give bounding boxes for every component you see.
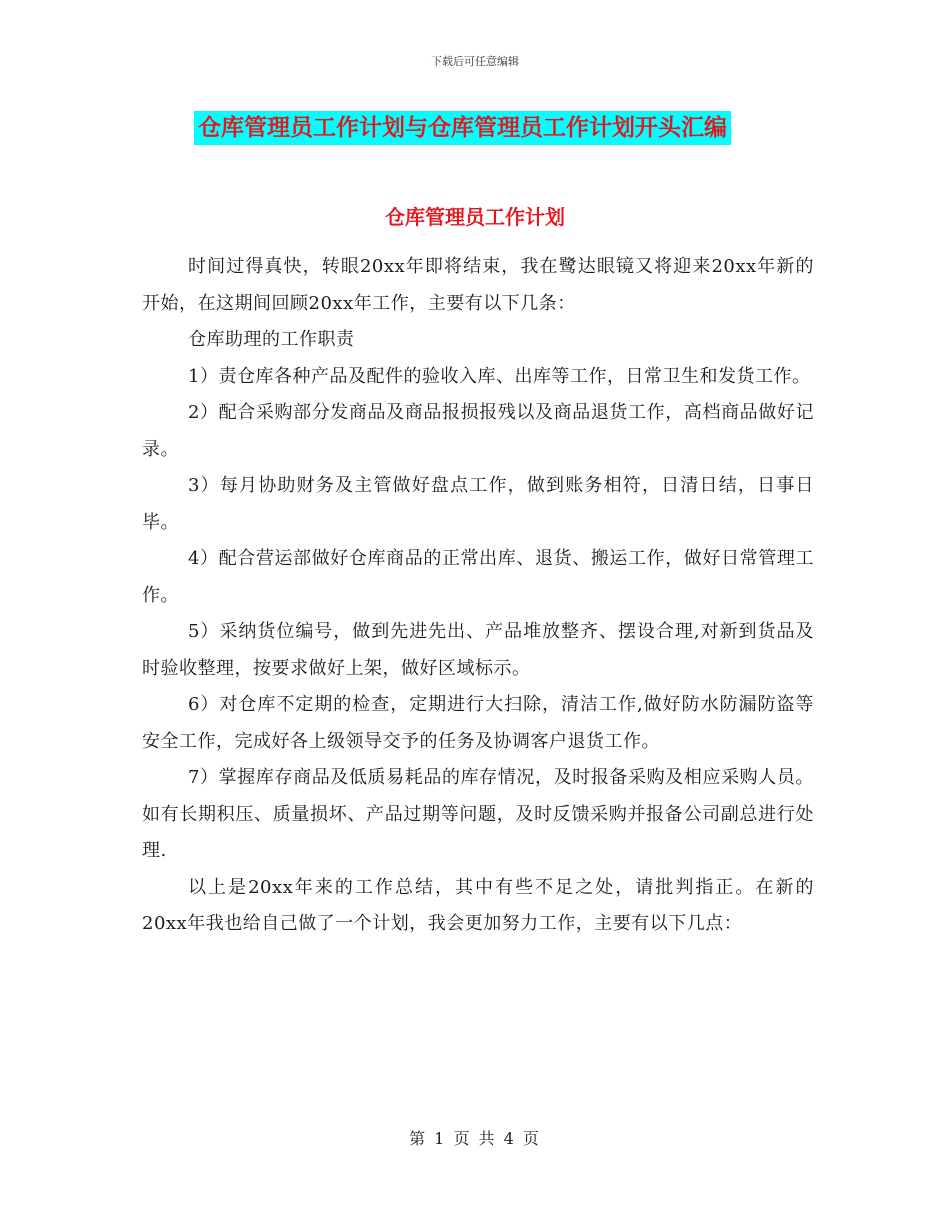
paragraph-item-1: 1）责仓库各种产品及配件的验收入库、出库等工作，日常卫生和发货工作。 xyxy=(188,365,811,387)
document-title: 仓库管理员工作计划与仓库管理员工作计划开头汇编 xyxy=(194,111,731,145)
page-header-note: 下载后可任意编辑 xyxy=(431,55,519,68)
paragraph-heading-duties: 仓库助理的工作职责 xyxy=(188,329,355,350)
paragraph-item-6: 6）对仓库不定期的检查，定期进行大扫除，清洁工作,做好防水防漏防盗等安全工作，完成好各上级领导交予的任务及协调客户退货工作。 xyxy=(142,694,814,752)
paragraph-item-2: 2）配合采购部分发商品及商品报损报残以及商品退货工作，高档商品做好记录。 xyxy=(142,402,814,460)
paragraph-item-3: 3）每月协助财务及主管做好盘点工作，做到账务相符，日清日结，日事日毕。 xyxy=(142,475,814,533)
paragraph-summary: 以上是20xx年来的工作总结，其中有些不足之处，请批判指正。在新的20xx年我也给自己做了一个计划，我会更加努力工作，主要有以下几点： xyxy=(142,876,814,934)
section-title: 仓库管理员工作计划 xyxy=(385,205,565,229)
paragraph-item-4: 4）配合营运部做好仓库商品的正常出库、退货、搬运工作，做好日常管理工作。 xyxy=(142,548,814,606)
paragraph-intro: 时间过得真快，转眼20xx年即将结束，我在鹭达眼镜又将迎来20xx年新的开始，在这期间回顾20xx年工作，主要有以下几条： xyxy=(142,256,814,314)
paragraph-item-5: 5）采纳货位编号，做到先进先出、产品堆放整齐、摆设合理,对新到货品及时验收整理，按要求做好上架，做好区域标示。 xyxy=(142,621,814,679)
document-body xyxy=(142,249,814,943)
paragraph-item-7: 7）掌握库存商品及低质易耗品的库存情况，及时报备采购及相应采购人员。如有长期积压、质量损坏、产品过期等问题，及时反馈采购并报备公司副总进行处理. xyxy=(142,767,814,861)
page-number-footer: 第 1 页 共 4 页 xyxy=(409,1129,541,1148)
